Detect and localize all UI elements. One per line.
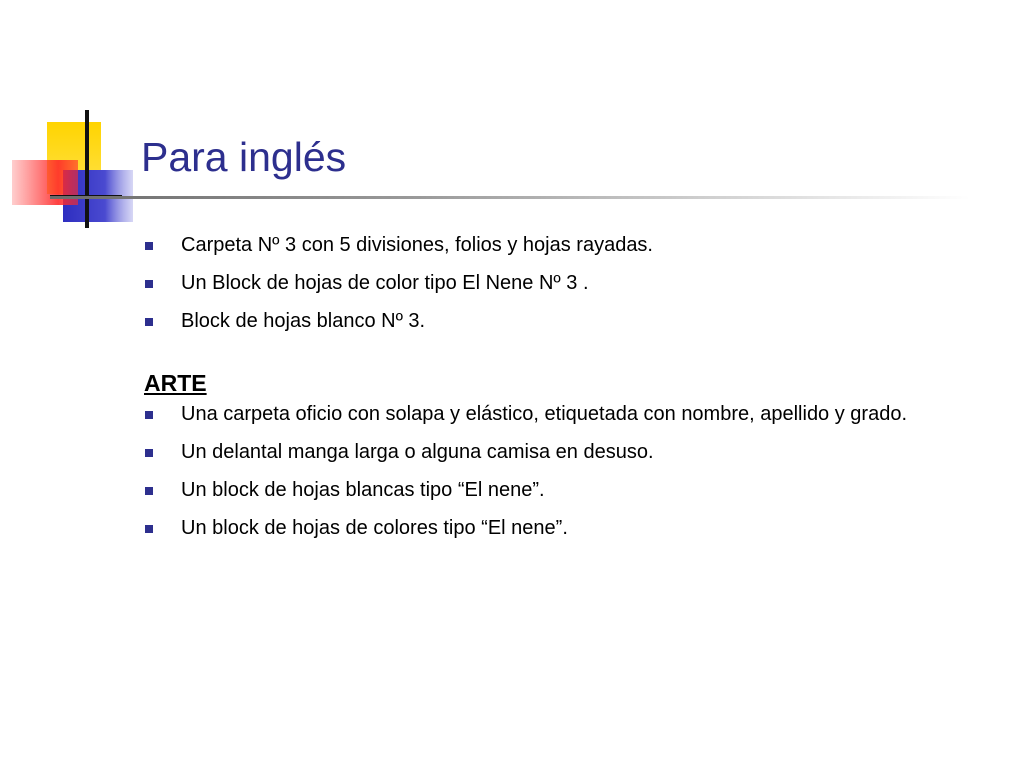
square-bullet-icon — [145, 318, 153, 326]
title-rule — [50, 196, 970, 199]
list-item — [140, 477, 993, 504]
english-supplies-list — [140, 232, 993, 335]
list-item — [140, 401, 993, 428]
list-item — [140, 515, 993, 542]
square-bullet-icon — [145, 487, 153, 495]
corner-squares-icon — [0, 0, 140, 240]
list-item — [140, 308, 993, 335]
list-item-text: Una carpeta oficio con solapa y elástico, etiquetada con nombre, apellido y grado. — [181, 403, 908, 425]
list-item-text: Un Block de hojas de color tipo El Nene Nº 3 . — [181, 272, 589, 294]
list-item-text: Un block de hojas blancas tipo “El nene”. — [181, 479, 545, 501]
square-bullet-icon — [145, 280, 153, 288]
arte-supplies-list — [140, 401, 993, 542]
list-item-text: Carpeta Nº 3 con 5 divisiones, folios y hojas rayadas. — [181, 234, 653, 256]
list-item-text: Block de hojas blanco Nº 3. — [181, 310, 426, 332]
square-bullet-icon — [145, 449, 153, 457]
list-item — [140, 270, 993, 297]
list-item — [140, 232, 993, 259]
slide-title: Para inglés — [141, 134, 347, 180]
list-item-text: Un block de hojas de colores tipo “El nene”. — [181, 517, 568, 539]
square-bullet-icon — [145, 411, 153, 419]
list-item-text: Un delantal manga larga o alguna camisa en desuso. — [181, 441, 654, 463]
section-heading-arte: ARTE — [144, 370, 207, 396]
list-item — [140, 439, 993, 466]
square-bullet-icon — [145, 242, 153, 250]
square-bullet-icon — [145, 525, 153, 533]
slide-content — [140, 232, 993, 553]
